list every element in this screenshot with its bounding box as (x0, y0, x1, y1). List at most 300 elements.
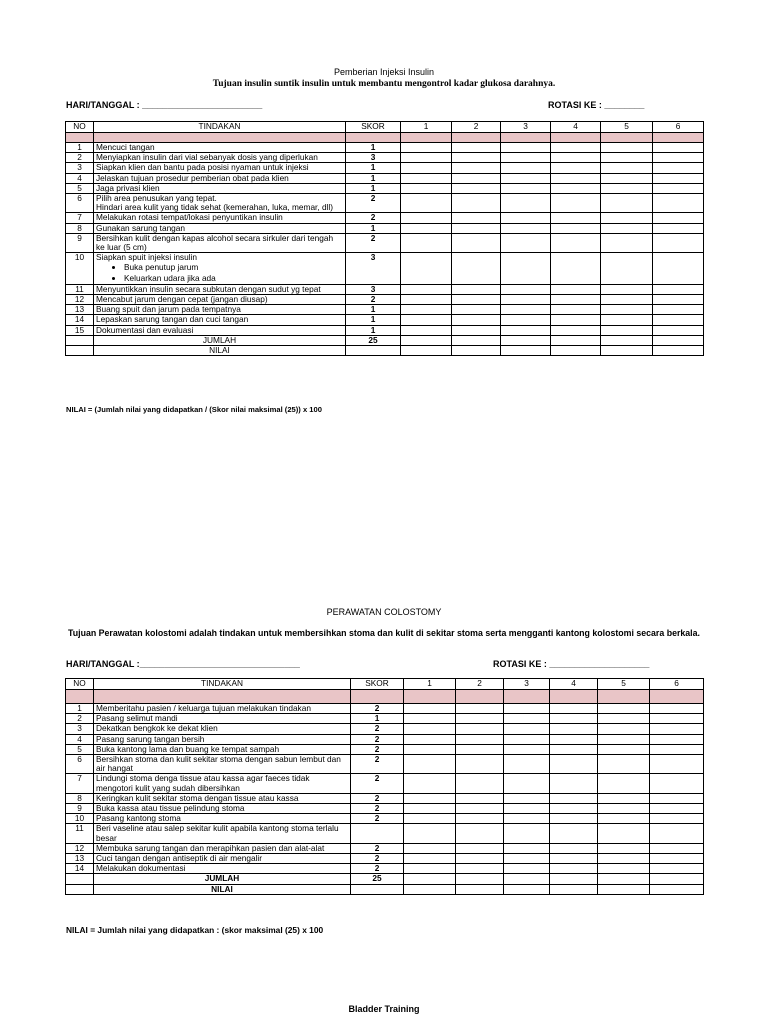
rotation-6-score-cell[interactable] (650, 704, 704, 714)
rotation-3-score-cell[interactable] (504, 864, 550, 874)
rotation-3-score-cell[interactable] (504, 755, 550, 774)
rotation-6-score-cell[interactable] (650, 793, 704, 803)
row-number: 2 (66, 714, 94, 724)
rotation-2-score-cell[interactable] (452, 163, 501, 173)
row-number: 6 (66, 194, 94, 213)
grade-row (66, 884, 704, 894)
table-row (66, 814, 704, 824)
row-score: 3 (346, 284, 401, 294)
row-number: 2 (66, 153, 94, 163)
header-rotation-4: 4 (551, 122, 601, 133)
rotation-5-score-cell[interactable] (598, 774, 650, 793)
table-row (66, 854, 704, 864)
row-action-cell (94, 153, 346, 163)
total-value: 25 (351, 874, 404, 884)
rotation-3-score-cell[interactable] (501, 223, 551, 233)
header-rotation-1: 1 (404, 679, 456, 690)
row-action: Beri vaseline atau salep sekitar kulit apabila kantong stoma terlalu besar (96, 823, 339, 843)
rotation-6-score-cell[interactable] (650, 864, 704, 874)
rotation-1-score-cell[interactable] (401, 143, 452, 153)
total-row (66, 874, 704, 884)
rotation-4-score-cell[interactable] (550, 744, 598, 754)
rotation-2-score-cell[interactable] (452, 194, 501, 213)
rotation-3-score-cell[interactable] (501, 315, 551, 325)
rotation-5-score-cell[interactable] (601, 194, 653, 213)
row-action-cell (94, 194, 346, 213)
rotation-3-score-cell[interactable] (504, 744, 550, 754)
total-value: 25 (346, 335, 401, 345)
rotation-6-score-cell[interactable] (650, 755, 704, 774)
rotation-5-score-cell[interactable] (598, 704, 650, 714)
table-row (66, 704, 704, 714)
row-score: 2 (346, 295, 401, 305)
rotation-3-score-cell[interactable] (501, 194, 551, 213)
row-score: 2 (351, 793, 404, 803)
rotation-4-score-cell[interactable] (550, 714, 598, 724)
rotation-5-score-cell[interactable] (598, 714, 650, 724)
rotation-1-score-cell[interactable] (404, 774, 456, 793)
rotation-5-score-cell[interactable] (601, 163, 653, 173)
section2-title: PERAWATAN COLOSTOMY (326, 607, 442, 617)
row-action: Mencuci tangan (96, 142, 155, 152)
header-action: TINDAKAN (94, 679, 351, 690)
rotation-5-score-cell[interactable] (598, 843, 650, 853)
row-action-cell (94, 714, 351, 724)
rotation-2-score-cell[interactable] (452, 325, 501, 335)
row-action: Bersihkan kulit dengan kapas alcohol secara sirkuler dari tengah ke luar (5 cm) (96, 233, 334, 253)
rotation-5-score-cell[interactable] (601, 295, 653, 305)
rotation-5-score-cell[interactable] (598, 804, 650, 814)
row-action: Lindungi stoma denga tissue atau kassa agar faeces tidak mengotori kulit yang sudah dibersihkan (96, 773, 310, 793)
row-action-cell (94, 163, 346, 173)
row-number: 3 (66, 724, 94, 734)
total-label: JUMLAH (94, 335, 346, 345)
total-label: JUMLAH (94, 874, 351, 884)
rotation-4-score-cell[interactable] (551, 143, 601, 153)
rotation-4-score-cell[interactable] (551, 163, 601, 173)
row-action: Dokumentasi dan evaluasi (96, 325, 194, 335)
row-action-bullet: • Keluarkan udara jika ada (124, 274, 343, 283)
rotation-3-score-cell[interactable] (504, 824, 550, 843)
rotation-1-score-cell[interactable] (404, 814, 456, 824)
row-action: Pasang selimut mandi (96, 713, 178, 724)
rotation-4-score-cell[interactable] (551, 295, 601, 305)
table-row (66, 734, 704, 744)
row-action-cell (94, 233, 346, 252)
rotation-2-score-cell[interactable] (452, 213, 501, 223)
row-number: 6 (66, 755, 94, 774)
rotation-5-score-cell[interactable] (598, 724, 650, 734)
rotation-5-score-cell[interactable] (601, 173, 653, 183)
rotation-2-score-cell[interactable] (452, 153, 501, 163)
rotation-4-score-cell[interactable] (551, 223, 601, 233)
rotation-4-score-cell[interactable] (550, 843, 598, 853)
row-action-cell (94, 223, 346, 233)
row-score: 2 (351, 814, 404, 824)
rotation-1-score-cell[interactable] (404, 854, 456, 864)
rotation-2-score-cell[interactable] (452, 143, 501, 153)
rotation-6-score-cell[interactable] (653, 325, 704, 335)
rotation-5-score-cell[interactable] (598, 854, 650, 864)
rotation-3-score-cell[interactable] (501, 153, 551, 163)
row-score: 1 (351, 714, 404, 724)
row-action: Pilih area penusukan yang tepat. (96, 193, 217, 204)
row-number: 13 (66, 854, 94, 864)
rotation-3-score-cell[interactable] (501, 295, 551, 305)
rotation-1-score-cell[interactable] (404, 734, 456, 744)
rotation-6-score-cell[interactable] (653, 183, 704, 193)
row-action-cell (94, 804, 351, 814)
rotation-4-score-cell[interactable] (550, 804, 598, 814)
rotation-5-score-cell[interactable] (601, 213, 653, 223)
rotation-2-score-cell[interactable] (452, 315, 501, 325)
rotation-4-score-cell[interactable] (551, 153, 601, 163)
row-action-cell (94, 173, 346, 183)
row-action: Melakukan rotasi tempat/lokasi penyuntikan insulin (96, 212, 283, 223)
rotation-2-score-cell[interactable] (452, 295, 501, 305)
row-action-cell (94, 843, 351, 853)
row-number: 7 (66, 774, 94, 793)
row-action: Buang spuit dan jarum pada tempatnya (96, 304, 241, 315)
rotation-3-score-cell[interactable] (504, 774, 550, 793)
rotation-1-score-cell[interactable] (404, 864, 456, 874)
table-row (66, 724, 704, 734)
rotation-6-score-cell[interactable] (653, 315, 704, 325)
row-action-cell (94, 854, 351, 864)
rotation-4-score-cell[interactable] (551, 173, 601, 183)
table-row (66, 744, 704, 754)
table-row (66, 223, 704, 233)
rotation-3-score-cell[interactable] (504, 814, 550, 824)
rotation-1-score-cell[interactable] (401, 295, 452, 305)
rotation-6-score-cell[interactable] (653, 163, 704, 173)
row-number: 5 (66, 744, 94, 754)
rotation-5-score-cell[interactable] (601, 183, 653, 193)
rotation-5-score-cell[interactable] (601, 325, 653, 335)
row-number: 1 (66, 143, 94, 153)
rotation-6-score-cell[interactable] (650, 843, 704, 853)
table-row (66, 305, 704, 315)
rotation-6-score-cell[interactable] (653, 253, 704, 285)
header-rotation-4: 4 (550, 679, 598, 690)
header-rotation-2: 2 (452, 122, 501, 133)
rotation-3-score-cell[interactable] (504, 734, 550, 744)
rotation-1-score-cell[interactable] (404, 744, 456, 754)
table-row (66, 253, 704, 285)
row-score: 2 (351, 774, 404, 793)
rotation-2-score-cell[interactable] (456, 824, 504, 843)
rotation-2-score-cell[interactable] (456, 744, 504, 754)
rotation-4-score-cell[interactable] (551, 315, 601, 325)
rotation-6-score-cell[interactable] (653, 233, 704, 252)
row-action-bullets (96, 263, 343, 282)
rotation-4-score-cell[interactable] (550, 814, 598, 824)
row-action-cell (94, 325, 346, 335)
rotation-4-score-cell[interactable] (550, 854, 598, 864)
rotation-4-score-cell[interactable] (551, 284, 601, 294)
rotation-6-score-cell[interactable] (653, 143, 704, 153)
row-action: Membuka sarung tangan dan merapihkan pasien dan alat-alat (96, 843, 325, 853)
rotation-4-score-cell[interactable] (550, 774, 598, 793)
rotation-2-score-cell[interactable] (456, 734, 504, 744)
rotation-6-score-cell[interactable] (650, 724, 704, 734)
header-rotation-3: 3 (504, 679, 550, 690)
rotation-4-score-cell[interactable] (551, 194, 601, 213)
rotation-2-score-cell[interactable] (456, 804, 504, 814)
rotation-3-score-cell[interactable] (504, 724, 550, 734)
rotation-1-score-cell[interactable] (404, 793, 456, 803)
row-action-cell (94, 724, 351, 734)
rotation-3-score-cell[interactable] (501, 183, 551, 193)
rotation-3-score-cell[interactable] (501, 173, 551, 183)
header-rotation-1: 1 (401, 122, 452, 133)
rotation-3-score-cell[interactable] (501, 143, 551, 153)
row-action: Menyiapkan insulin dari vial sebanyak dosis yang diperlukan (96, 152, 318, 163)
rotation-1-score-cell[interactable] (401, 284, 452, 294)
rotation-2-score-cell[interactable] (456, 714, 504, 724)
row-action: Cuci tangan dengan antiseptik di air mengalir (96, 853, 263, 864)
rotation-6-score-cell[interactable] (653, 223, 704, 233)
row-action: Keringkan kulit sekitar stoma dengan tissue atau kassa (96, 793, 299, 803)
rotation-4-score-cell[interactable] (551, 233, 601, 252)
row-action-cell (94, 704, 351, 714)
rotation-4-score-cell[interactable] (550, 864, 598, 874)
rotation-2-score-cell[interactable] (452, 253, 501, 285)
highlight-separator-row (66, 690, 704, 704)
row-number: 14 (66, 864, 94, 874)
row-score: 1 (346, 183, 401, 193)
rotation-6-score-cell[interactable] (653, 194, 704, 213)
rotation-4-score-cell[interactable] (550, 704, 598, 714)
row-number: 1 (66, 704, 94, 714)
rotation-3-score-cell[interactable] (504, 704, 550, 714)
rotation-6-score-cell[interactable] (653, 284, 704, 294)
row-score: 2 (351, 804, 404, 814)
rotation-1-score-cell[interactable] (401, 163, 452, 173)
rotation-4-score-cell[interactable] (551, 305, 601, 315)
row-score: 3 (346, 253, 401, 285)
rotation-3-score-cell[interactable] (501, 253, 551, 285)
row-action-cell (94, 143, 346, 153)
row-action: Menyuntikkan insulin secara subkutan dengan sudut yg tepat (96, 284, 321, 294)
rotation-5-score-cell[interactable] (598, 744, 650, 754)
row-action-cell (94, 305, 346, 315)
rotation-2-score-cell[interactable] (452, 173, 501, 183)
rotation-1-score-cell[interactable] (401, 153, 452, 163)
rotation-1-score-cell[interactable] (401, 305, 452, 315)
rotation-2-score-cell[interactable] (452, 305, 501, 315)
row-action-note: Hindari area kulit yang tidak sehat (kemerahan, luka, memar, dll) (96, 202, 334, 213)
row-score: 1 (346, 305, 401, 315)
rotation-3-score-cell[interactable] (504, 854, 550, 864)
rotation-2-score-cell[interactable] (452, 284, 501, 294)
rotation-6-score-cell[interactable] (650, 774, 704, 793)
row-action: Gunakan sarung tangan (96, 223, 186, 233)
rotation-2-score-cell[interactable] (456, 704, 504, 714)
highlight-separator-row (66, 133, 704, 143)
rotation-2-score-cell[interactable] (456, 774, 504, 793)
table-row (66, 325, 704, 335)
rotation-6-score-cell[interactable] (650, 824, 704, 843)
row-number: 11 (66, 284, 94, 294)
rotation-5-score-cell[interactable] (598, 824, 650, 843)
rotation-4-score-cell[interactable] (550, 824, 598, 843)
rotation-4-score-cell[interactable] (550, 793, 598, 803)
section1-formula: NILAI = (Jumlah nilai yang didapatkan / (Skor nilai maksimal (25)) x 100 (66, 405, 322, 414)
header-no: NO (66, 679, 94, 690)
rotation-1-score-cell[interactable] (401, 233, 452, 252)
rotation-1-score-cell[interactable] (404, 704, 456, 714)
rotation-2-score-cell[interactable] (452, 183, 501, 193)
rotation-5-score-cell[interactable] (601, 284, 653, 294)
rotation-4-score-cell[interactable] (550, 724, 598, 734)
rotation-4-score-cell[interactable] (550, 734, 598, 744)
rotation-1-score-cell[interactable] (404, 755, 456, 774)
rotation-5-score-cell[interactable] (601, 153, 653, 163)
rotation-5-score-cell[interactable] (601, 315, 653, 325)
row-action: Buka kantong lama dan buang ke tempat sampah (96, 744, 280, 754)
rotation-2-score-cell[interactable] (452, 223, 501, 233)
rotation-2-score-cell[interactable] (452, 233, 501, 252)
rotation-1-score-cell[interactable] (401, 325, 452, 335)
table-header-row (66, 679, 704, 690)
rotation-6-score-cell[interactable] (653, 153, 704, 163)
rotation-4-score-cell[interactable] (551, 253, 601, 285)
rotation-6-score-cell[interactable] (650, 734, 704, 744)
row-action: Dekatkan bengkok ke dekat klien (96, 723, 218, 734)
header-score: SKOR (346, 122, 401, 133)
rotation-5-score-cell[interactable] (598, 793, 650, 803)
rotation-2-score-cell[interactable] (456, 793, 504, 803)
table-row (66, 804, 704, 814)
rotation-1-score-cell[interactable] (401, 194, 452, 213)
rotation-3-score-cell[interactable] (504, 793, 550, 803)
row-action: Siapkan spuit injeksi insulin (96, 252, 198, 263)
rotation-1-score-cell[interactable] (404, 843, 456, 853)
table-row (66, 295, 704, 305)
section1-title: Pemberian Injeksi Insulin (333, 67, 435, 77)
rotation-2-score-cell[interactable] (456, 724, 504, 734)
rotation-6-score-cell[interactable] (650, 814, 704, 824)
row-number: 9 (66, 233, 94, 252)
row-number: 4 (66, 734, 94, 744)
table-row (66, 183, 704, 193)
table-row (66, 213, 704, 223)
rotation-3-score-cell[interactable] (504, 843, 550, 853)
rotation-1-score-cell[interactable] (404, 714, 456, 724)
header-rotation-6: 6 (650, 679, 704, 690)
grade-label: NILAI (94, 884, 351, 894)
rotation-3-score-cell[interactable] (501, 163, 551, 173)
table-row (66, 284, 704, 294)
rotation-1-score-cell[interactable] (401, 183, 452, 193)
rotation-6-score-cell[interactable] (650, 854, 704, 864)
row-score: 2 (346, 194, 401, 213)
rotation-5-score-cell[interactable] (598, 755, 650, 774)
rotation-1-score-cell[interactable] (401, 315, 452, 325)
rotation-4-score-cell[interactable] (551, 325, 601, 335)
row-action-cell (94, 315, 346, 325)
rotation-5-score-cell[interactable] (601, 305, 653, 315)
table-row (66, 173, 704, 183)
rotation-5-score-cell[interactable] (601, 223, 653, 233)
rotation-6-score-cell[interactable] (653, 305, 704, 315)
section2-subtitle: Tujuan Perawatan kolostomi adalah tindakan untuk membersihkan stoma dan kulit di sekitar stoma serta mengganti kantong kolostomi secara berkala. (68, 628, 700, 638)
rotation-1-score-cell[interactable] (404, 804, 456, 814)
row-number: 12 (66, 843, 94, 853)
section2-date-label: HARI/TANGGAL :________________________________ (66, 659, 300, 669)
rotation-6-score-cell[interactable] (653, 213, 704, 223)
header-rotation-5: 5 (601, 122, 653, 133)
rotation-4-score-cell[interactable] (551, 213, 601, 223)
table-row (66, 233, 704, 252)
rotation-6-score-cell[interactable] (653, 295, 704, 305)
rotation-1-score-cell[interactable] (401, 173, 452, 183)
table-row (66, 163, 704, 173)
rotation-3-score-cell[interactable] (501, 213, 551, 223)
rotation-2-score-cell[interactable] (456, 854, 504, 864)
row-action-cell (94, 755, 351, 774)
row-number: 8 (66, 223, 94, 233)
rotation-6-score-cell[interactable] (650, 714, 704, 724)
row-action-cell (94, 734, 351, 744)
row-score (351, 824, 404, 843)
rotation-5-score-cell[interactable] (598, 734, 650, 744)
row-number: 9 (66, 804, 94, 814)
row-action-bullet: • Buka penutup jarum (124, 263, 343, 272)
row-action: Jaga privasi klien (96, 183, 160, 193)
rotation-5-score-cell[interactable] (601, 143, 653, 153)
rotation-1-score-cell[interactable] (401, 213, 452, 223)
table-row (66, 153, 704, 163)
row-score: 2 (351, 864, 404, 874)
rotation-6-score-cell[interactable] (650, 804, 704, 814)
row-action: Melakukan dokumentasi (96, 863, 186, 874)
header-action: TINDAKAN (94, 122, 346, 133)
rotation-1-score-cell[interactable] (404, 824, 456, 843)
rotation-2-score-cell[interactable] (456, 755, 504, 774)
rotation-4-score-cell[interactable] (550, 755, 598, 774)
rotation-5-score-cell[interactable] (598, 814, 650, 824)
rotation-5-score-cell[interactable] (601, 233, 653, 252)
rotation-1-score-cell[interactable] (401, 253, 452, 285)
header-rotation-6: 6 (653, 122, 704, 133)
rotation-3-score-cell[interactable] (501, 305, 551, 315)
rotation-1-score-cell[interactable] (401, 223, 452, 233)
rotation-3-score-cell[interactable] (504, 804, 550, 814)
rotation-5-score-cell[interactable] (601, 253, 653, 285)
rotation-3-score-cell[interactable] (501, 284, 551, 294)
rotation-3-score-cell[interactable] (504, 714, 550, 724)
row-number: 10 (66, 253, 94, 285)
rotation-4-score-cell[interactable] (551, 183, 601, 193)
rotation-2-score-cell[interactable] (456, 814, 504, 824)
row-action: Pasang sarung tangan bersih (96, 734, 205, 744)
rotation-2-score-cell[interactable] (456, 864, 504, 874)
rotation-5-score-cell[interactable] (598, 864, 650, 874)
row-action-cell (94, 284, 346, 294)
rotation-6-score-cell[interactable] (650, 744, 704, 754)
rotation-1-score-cell[interactable] (404, 724, 456, 734)
row-action: Jelaskan tujuan prosedur pemberian obat pada klien (96, 173, 289, 183)
rotation-6-score-cell[interactable] (653, 173, 704, 183)
rotation-3-score-cell[interactable] (501, 233, 551, 252)
row-score: 2 (351, 854, 404, 864)
rotation-2-score-cell[interactable] (456, 843, 504, 853)
row-action: Lepaskan sarung tangan dan cuci tangan (96, 314, 249, 325)
rotation-3-score-cell[interactable] (501, 325, 551, 335)
section1-checklist-table (65, 121, 704, 356)
